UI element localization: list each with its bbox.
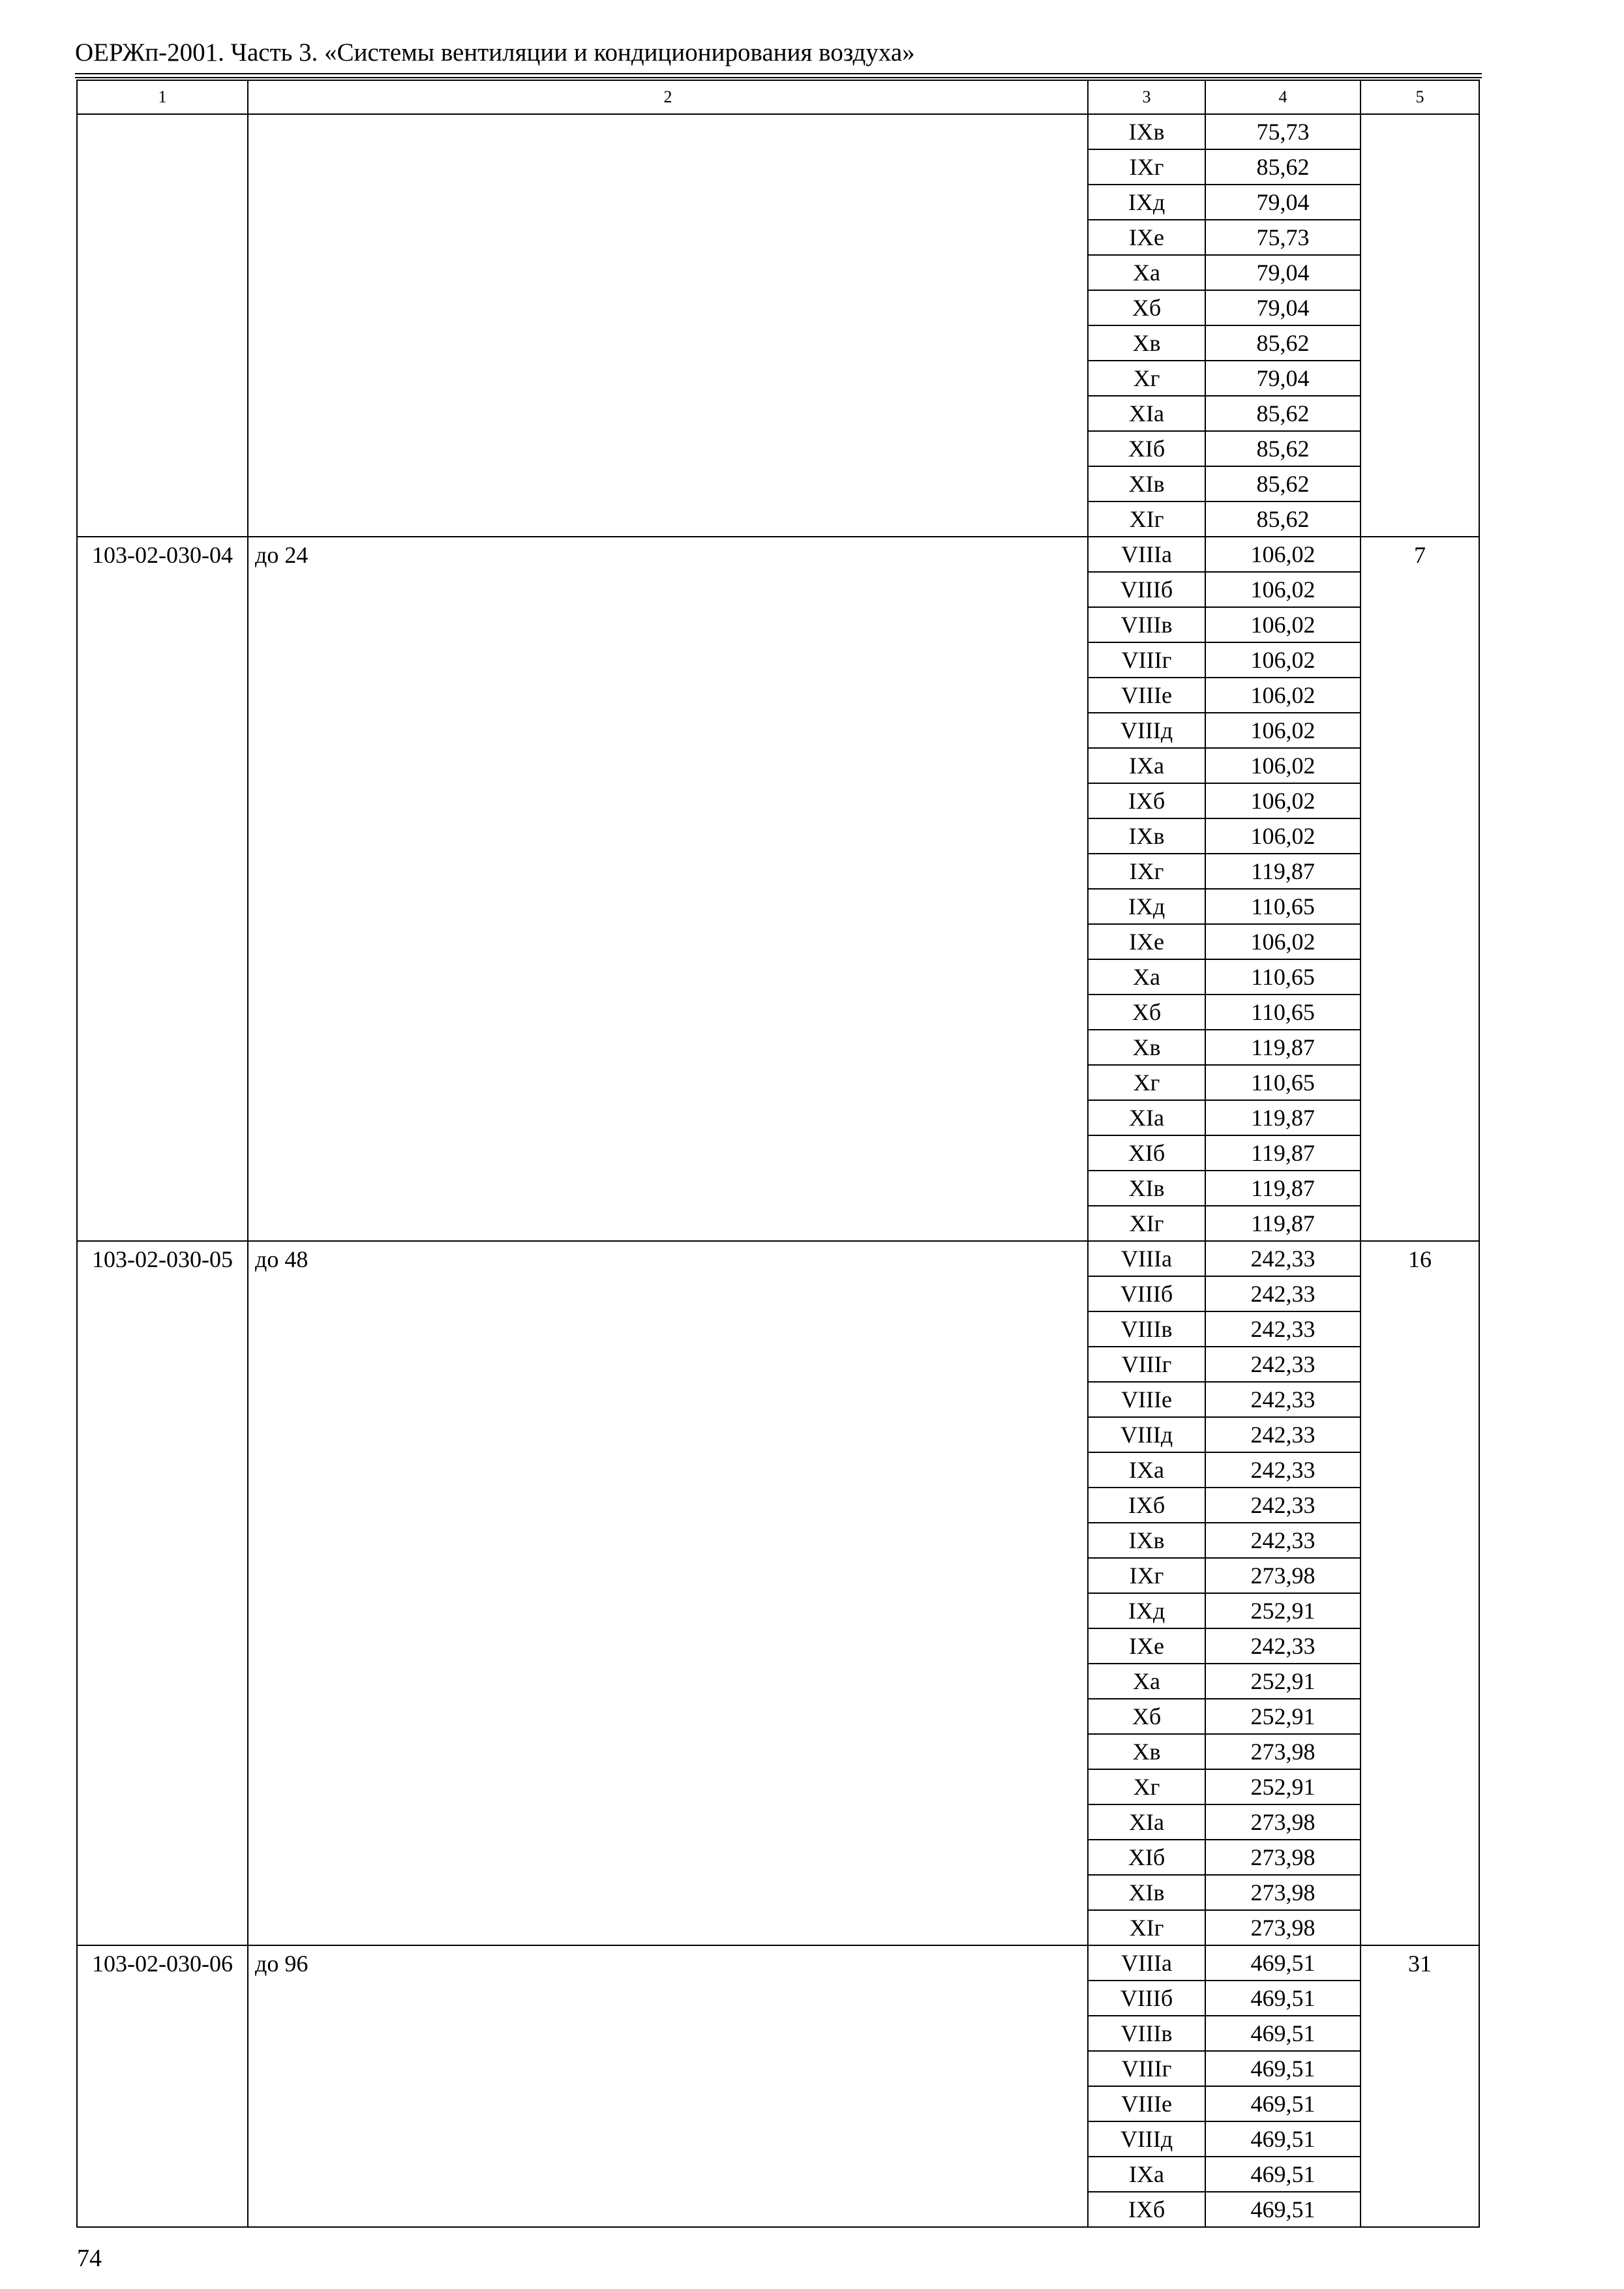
note-cell	[1361, 114, 1479, 537]
zone-cell: IXг	[1088, 1558, 1205, 1593]
value-cell: 106,02	[1205, 783, 1361, 818]
column-number-1: 1	[77, 80, 248, 114]
table-row	[77, 1945, 1479, 1981]
zone-cell: XIв	[1088, 466, 1205, 501]
value-cell: 252,91	[1205, 1664, 1361, 1699]
zone-cell: Xа	[1088, 1664, 1205, 1699]
value-cell: 242,33	[1205, 1452, 1361, 1488]
zone-cell: VIIIв	[1088, 1311, 1205, 1347]
value-cell: 79,04	[1205, 255, 1361, 290]
value-cell: 79,04	[1205, 185, 1361, 220]
value-cell: 469,51	[1205, 1945, 1361, 1981]
value-cell: 242,33	[1205, 1311, 1361, 1347]
zone-cell: IXд	[1088, 1593, 1205, 1628]
value-cell: 106,02	[1205, 642, 1361, 678]
zone-cell: Xв	[1088, 325, 1205, 361]
zone-cell: IXб	[1088, 783, 1205, 818]
value-cell: 469,51	[1205, 2192, 1361, 2227]
zone-cell: XIг	[1088, 501, 1205, 537]
column-number-5: 5	[1361, 80, 1479, 114]
zone-cell: VIIIе	[1088, 678, 1205, 713]
value-cell: 79,04	[1205, 290, 1361, 325]
value-cell: 106,02	[1205, 818, 1361, 854]
zone-cell: IXд	[1088, 889, 1205, 924]
description-cell	[248, 114, 1088, 537]
zone-cell: VIIIд	[1088, 2121, 1205, 2157]
value-cell: 252,91	[1205, 1769, 1361, 1804]
zone-cell: XIв	[1088, 1171, 1205, 1206]
column-number-2: 2	[248, 80, 1088, 114]
zone-cell: XIа	[1088, 1100, 1205, 1135]
zone-cell: VIIIб	[1088, 1981, 1205, 2016]
value-cell: 273,98	[1205, 1558, 1361, 1593]
value-cell: 469,51	[1205, 2016, 1361, 2051]
zone-cell: IXв	[1088, 114, 1205, 149]
value-cell: 85,62	[1205, 325, 1361, 361]
value-cell: 106,02	[1205, 607, 1361, 642]
value-cell: 75,73	[1205, 114, 1361, 149]
value-cell: 242,33	[1205, 1417, 1361, 1452]
value-cell: 252,91	[1205, 1699, 1361, 1734]
value-cell: 119,87	[1205, 1135, 1361, 1171]
value-cell: 106,02	[1205, 537, 1361, 572]
zone-cell: Xг	[1088, 361, 1205, 396]
zone-cell: IXг	[1088, 149, 1205, 185]
zone-cell: IXе	[1088, 220, 1205, 255]
code-cell: 103-02-030-04	[77, 537, 248, 1241]
zone-cell: VIIIг	[1088, 642, 1205, 678]
code-cell	[77, 114, 248, 537]
zone-cell: VIIIд	[1088, 1417, 1205, 1452]
value-cell: 469,51	[1205, 2086, 1361, 2121]
column-number-3: 3	[1088, 80, 1205, 114]
column-number-row	[77, 80, 1479, 114]
value-cell: 119,87	[1205, 854, 1361, 889]
note-cell: 31	[1361, 1945, 1479, 2227]
value-cell: 85,62	[1205, 431, 1361, 466]
header-rule-bottom	[75, 77, 1482, 78]
table-row	[77, 114, 1479, 149]
value-cell: 75,73	[1205, 220, 1361, 255]
value-cell: 106,02	[1205, 924, 1361, 959]
table-row	[77, 1241, 1479, 1276]
zone-cell: Xа	[1088, 959, 1205, 995]
zone-cell: XIб	[1088, 1840, 1205, 1875]
rates-table	[76, 80, 1480, 2228]
zone-cell: VIIIв	[1088, 2016, 1205, 2051]
page-header-title: ОЕРЖп-2001. Часть 3. «Системы вентиляции и кондиционирования воздуха»	[75, 38, 915, 67]
code-cell: 103-02-030-05	[77, 1241, 248, 1945]
header-rule-top	[75, 73, 1482, 74]
value-cell: 119,87	[1205, 1171, 1361, 1206]
description-cell: до 24	[248, 537, 1088, 1241]
note-cell: 16	[1361, 1241, 1479, 1945]
zone-cell: IXе	[1088, 1628, 1205, 1664]
description-cell: до 48	[248, 1241, 1088, 1945]
value-cell: 106,02	[1205, 572, 1361, 607]
value-cell: 110,65	[1205, 1065, 1361, 1100]
zone-cell: IXг	[1088, 854, 1205, 889]
value-cell: 85,62	[1205, 396, 1361, 431]
zone-cell: Xб	[1088, 995, 1205, 1030]
value-cell: 110,65	[1205, 995, 1361, 1030]
value-cell: 469,51	[1205, 2157, 1361, 2192]
zone-cell: VIIIб	[1088, 1276, 1205, 1311]
zone-cell: IXв	[1088, 1523, 1205, 1558]
zone-cell: XIб	[1088, 1135, 1205, 1171]
value-cell: 85,62	[1205, 501, 1361, 537]
zone-cell: VIIIе	[1088, 1382, 1205, 1417]
value-cell: 119,87	[1205, 1030, 1361, 1065]
value-cell: 119,87	[1205, 1100, 1361, 1135]
zone-cell: XIг	[1088, 1910, 1205, 1945]
zone-cell: VIIIд	[1088, 713, 1205, 748]
zone-cell: IXа	[1088, 2157, 1205, 2192]
table-row	[77, 537, 1479, 572]
zone-cell: Xв	[1088, 1030, 1205, 1065]
page-number: 74	[77, 2245, 102, 2272]
value-cell: 273,98	[1205, 1910, 1361, 1945]
value-cell: 242,33	[1205, 1523, 1361, 1558]
zone-cell: Xб	[1088, 1699, 1205, 1734]
description-cell: до 96	[248, 1945, 1088, 2227]
note-cell: 7	[1361, 537, 1479, 1241]
zone-cell: XIа	[1088, 396, 1205, 431]
value-cell: 242,33	[1205, 1382, 1361, 1417]
value-cell: 106,02	[1205, 713, 1361, 748]
value-cell: 273,98	[1205, 1804, 1361, 1840]
zone-cell: IXб	[1088, 2192, 1205, 2227]
zone-cell: Xв	[1088, 1734, 1205, 1769]
value-cell: 106,02	[1205, 748, 1361, 783]
column-number-4: 4	[1205, 80, 1361, 114]
zone-cell: Xб	[1088, 290, 1205, 325]
zone-cell: Xа	[1088, 255, 1205, 290]
value-cell: 273,98	[1205, 1734, 1361, 1769]
value-cell: 242,33	[1205, 1276, 1361, 1311]
value-cell: 469,51	[1205, 2121, 1361, 2157]
zone-cell: VIIIе	[1088, 2086, 1205, 2121]
value-cell: 119,87	[1205, 1206, 1361, 1241]
zone-cell: VIIIг	[1088, 1347, 1205, 1382]
zone-cell: IXб	[1088, 1488, 1205, 1523]
zone-cell: IXд	[1088, 185, 1205, 220]
value-cell: 242,33	[1205, 1241, 1361, 1276]
zone-cell: VIIIв	[1088, 607, 1205, 642]
zone-cell: Xг	[1088, 1065, 1205, 1100]
value-cell: 110,65	[1205, 959, 1361, 995]
zone-cell: VIIIб	[1088, 572, 1205, 607]
value-cell: 252,91	[1205, 1593, 1361, 1628]
zone-cell: VIIIа	[1088, 1241, 1205, 1276]
zone-cell: XIг	[1088, 1206, 1205, 1241]
value-cell: 79,04	[1205, 361, 1361, 396]
rates-table-body	[77, 80, 1479, 2227]
value-cell: 85,62	[1205, 466, 1361, 501]
value-cell: 242,33	[1205, 1628, 1361, 1664]
zone-cell: VIIIа	[1088, 1945, 1205, 1981]
value-cell: 85,62	[1205, 149, 1361, 185]
value-cell: 242,33	[1205, 1347, 1361, 1382]
value-cell: 273,98	[1205, 1875, 1361, 1910]
zone-cell: XIв	[1088, 1875, 1205, 1910]
zone-cell: XIа	[1088, 1804, 1205, 1840]
zone-cell: VIIIа	[1088, 537, 1205, 572]
zone-cell: IXе	[1088, 924, 1205, 959]
zone-cell: XIб	[1088, 431, 1205, 466]
value-cell: 110,65	[1205, 889, 1361, 924]
code-cell: 103-02-030-06	[77, 1945, 248, 2227]
value-cell: 273,98	[1205, 1840, 1361, 1875]
zone-cell: IXа	[1088, 1452, 1205, 1488]
zone-cell: VIIIг	[1088, 2051, 1205, 2086]
value-cell: 469,51	[1205, 2051, 1361, 2086]
zone-cell: IXв	[1088, 818, 1205, 854]
zone-cell: Xг	[1088, 1769, 1205, 1804]
value-cell: 242,33	[1205, 1488, 1361, 1523]
value-cell: 106,02	[1205, 678, 1361, 713]
value-cell: 469,51	[1205, 1981, 1361, 2016]
zone-cell: IXа	[1088, 748, 1205, 783]
